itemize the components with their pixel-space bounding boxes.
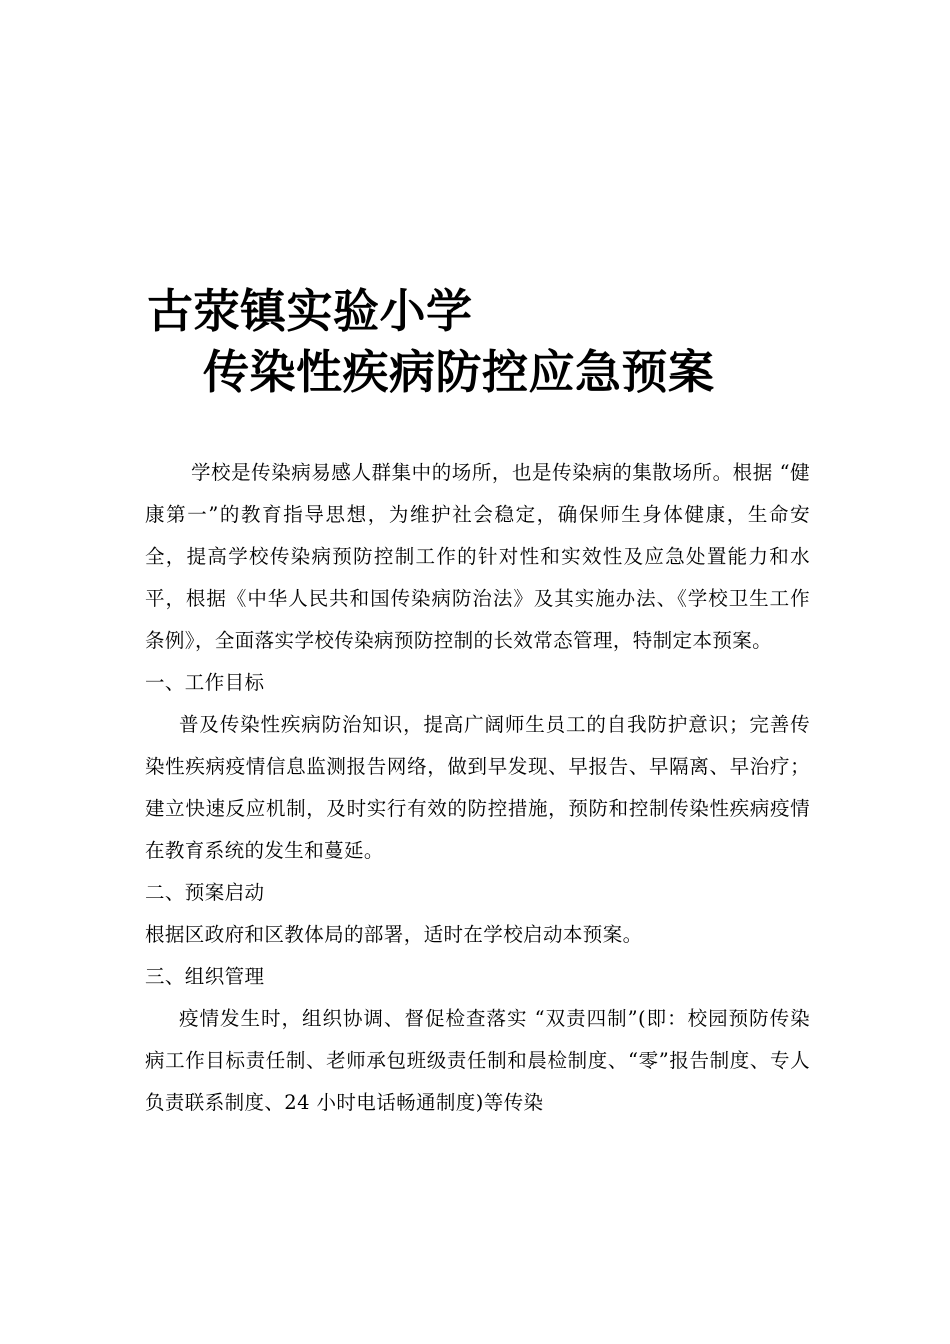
section-heading-activation: 二、预案启动 <box>145 881 265 904</box>
section-heading-organization: 三、组织管理 <box>145 965 265 988</box>
goals-paragraph: 普及传染性疾病防治知识，提高广阔师生员工的自我防护意识；完善传染性疾病疫情信息监测报告网络，做到早发现、早报告、早隔离、早治疗；建立快速反应机制，及时实行有效的防控措施，预防和控制传染性疾病疫情在教育系统的发生和蔓延。 <box>145 713 810 862</box>
activation-paragraph: 根据区政府和区教体局的部署，适时在学校启动本预案。 <box>145 923 643 946</box>
document-title-plan: 传染性疾病防控应急预案 <box>203 345 715 399</box>
document-title-school: 古荥镇实验小学 <box>147 284 473 338</box>
document-body <box>145 452 810 1124</box>
section-heading-goals: 一、工作目标 <box>145 671 265 694</box>
intro-paragraph: 学校是传染病易感人群集中的场所，也是传染病的集散场所。根据 “健康第一”的教育指导思想，为维护社会稳定，确保师生身体健康，生命安全，提高学校传染病预防控制工作的针对性和实效性及应急处置能力和水平，根据《中华人民共和国传染病防治法》及其实施办法、《学校卫生工作条例》，全面落实学校传染病预防控制的长效常态管理，特制定本预案。 <box>145 461 810 652</box>
organization-paragraph: 疫情发生时，组织协调、督促检查落实 “双责四制”(即：校园预防传染病工作目标责任制、老师承包班级责任制和晨检制度、“零”报告制度、专人负责联系制度、24 小时电话畅通制度)等传染 <box>145 1007 810 1114</box>
